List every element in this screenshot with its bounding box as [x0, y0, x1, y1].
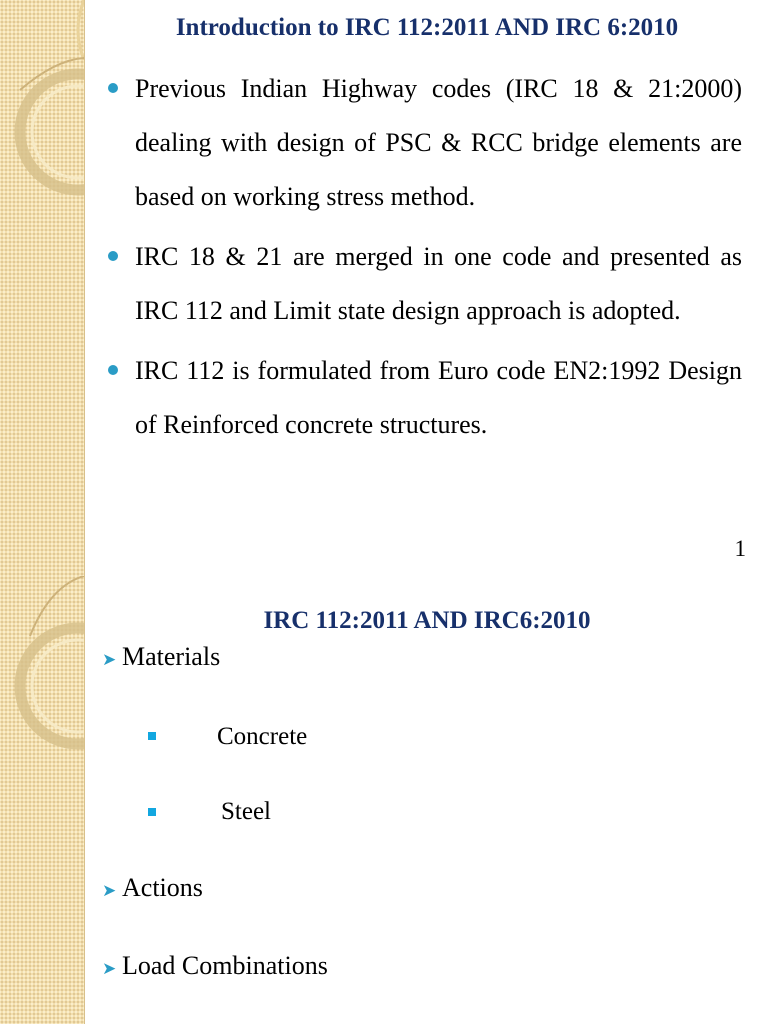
bullet-text: IRC 112 is formulated from Euro code EN2:1992 Design of Reinforced concrete structures. — [135, 356, 742, 439]
bullet-list — [104, 62, 742, 458]
bullet-text: IRC 18 & 21 are merged in one code and presented as IRC 112 and Limit state design approach is adopted. — [135, 242, 742, 325]
bullet-text: Previous Indian Highway codes (IRC 18 & 21:2000) dealing with design of PSC & RCC bridge elements are based on working stress method. — [135, 74, 742, 211]
bullet-dot-icon — [108, 365, 118, 375]
slide-2 — [0, 576, 768, 1024]
arrowhead-bullet-icon: ➤ — [102, 650, 117, 670]
bullet-dot-icon — [108, 251, 118, 261]
decorative-rings-icon — [0, 576, 84, 1024]
sub-item-steel: Steel — [221, 798, 271, 825]
arrowhead-bullet-icon: ➤ — [102, 881, 117, 901]
decorative-side-band — [0, 576, 85, 1024]
square-bullet-icon — [148, 732, 156, 740]
arrowhead-bullet-icon: ➤ — [102, 959, 117, 979]
list-item — [104, 230, 742, 338]
page-number: 1 — [734, 536, 746, 561]
list-item-load-combinations: Load Combinations — [122, 951, 328, 980]
list-item — [104, 62, 742, 224]
list-item-materials: Materials — [122, 642, 221, 671]
slide-title: IRC 112:2011 AND IRC6:2010 — [263, 607, 591, 634]
bullet-dot-icon — [108, 83, 118, 93]
square-bullet-icon — [148, 808, 156, 816]
slide-title: Introduction to IRC 112:2011 AND IRC 6:2010 — [175, 14, 679, 41]
decorative-rings-icon — [0, 0, 84, 576]
sub-item-concrete: Concrete — [217, 723, 308, 750]
list-item-actions: Actions — [122, 873, 203, 902]
list-item — [104, 344, 742, 452]
decorative-side-band — [0, 0, 85, 576]
